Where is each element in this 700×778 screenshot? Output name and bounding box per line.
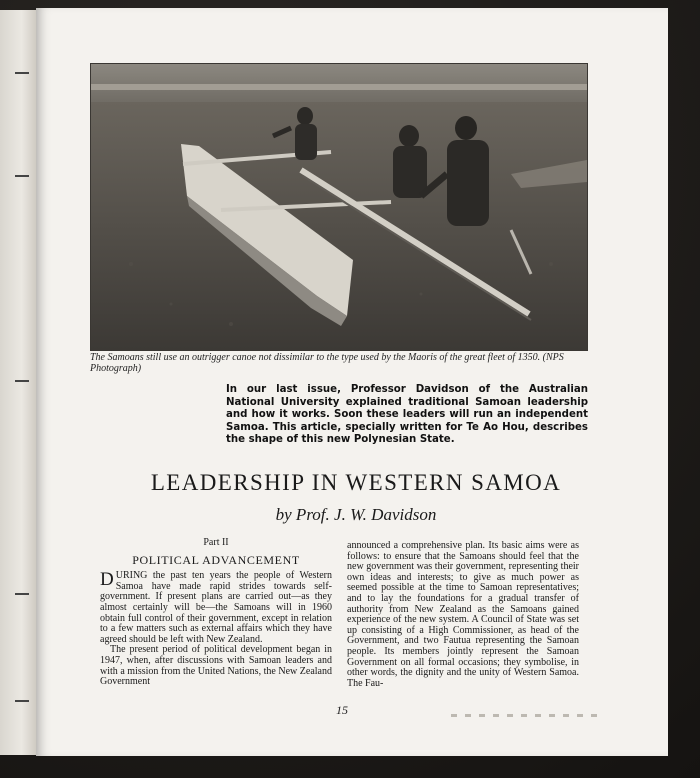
- article-intro: In our last issue, Professor Davidson of the Australian National University explained traditional Samoan leadership and how it works. Soon these leaders will run an independent Samoa. This article, specially written for Te Ao Hou, describes the shape of this new Polynesian State.: [226, 384, 588, 445]
- binding-mark: [15, 700, 29, 702]
- left-column: [100, 538, 332, 688]
- binding-mark: [15, 72, 29, 74]
- paragraph: announced a comprehensive plan. Its basic aims were as follows: to ensure that the Samoans should feel that the new government was their government, representing their own ideas and interests; to give as much power as seemed possible at the time to Samoan representatives; and to lay the foundations for a gradual transfer of authority from New Zealand as the Samoans gained experience of the new system. A Council of State was set up consisting of a High Commissioner, as head of the Government, and two Fautua representing the Samoan people. Its members jointly represent the Samoan Government on all formal occasions; they symbolise, in other words, the dignity and the unity of Western Samoa. The Fau-: [347, 540, 579, 689]
- outrigger-canoe-photo: [90, 63, 588, 351]
- photo-caption: The Samoans still use an outrigger canoe not dissimilar to the type used by the Maoris of the great fleet of 1350. (NPS Photograph): [90, 352, 564, 374]
- section-heading: POLITICAL ADVANCEMENT: [132, 552, 300, 567]
- page-number: 15: [336, 703, 348, 717]
- binding-mark: [15, 593, 29, 595]
- photo-illustration: [91, 64, 587, 350]
- article-byline: by Prof. J. W. Davidson: [275, 505, 437, 524]
- right-column: [347, 541, 579, 689]
- article-title: LEADERSHIP IN WESTERN SAMOA: [150, 470, 562, 495]
- binding-mark: [15, 175, 29, 177]
- paragraph-text: URING the past ten years the people of Western Samoa have made rapid strides towards self-government. If present plans are carried out—as they almost certainly will be—the Samoans will in 1960 obtain full control of their government, except in relation to a few matters such as external affairs which they have agreed should be left with New Zealand.: [100, 570, 332, 645]
- paragraph: [100, 571, 332, 645]
- binding-mark: [15, 380, 29, 382]
- previous-page-edge: [0, 10, 37, 755]
- scan-artifact: [451, 714, 601, 717]
- part-label: Part II: [203, 537, 229, 548]
- drop-cap: D: [100, 569, 114, 591]
- paragraph: The present period of political development began in 1947, when, after discussions with Samoan leaders and with a mission from the United Nations, the New Zealand Government: [100, 644, 332, 688]
- magazine-page: [36, 8, 668, 756]
